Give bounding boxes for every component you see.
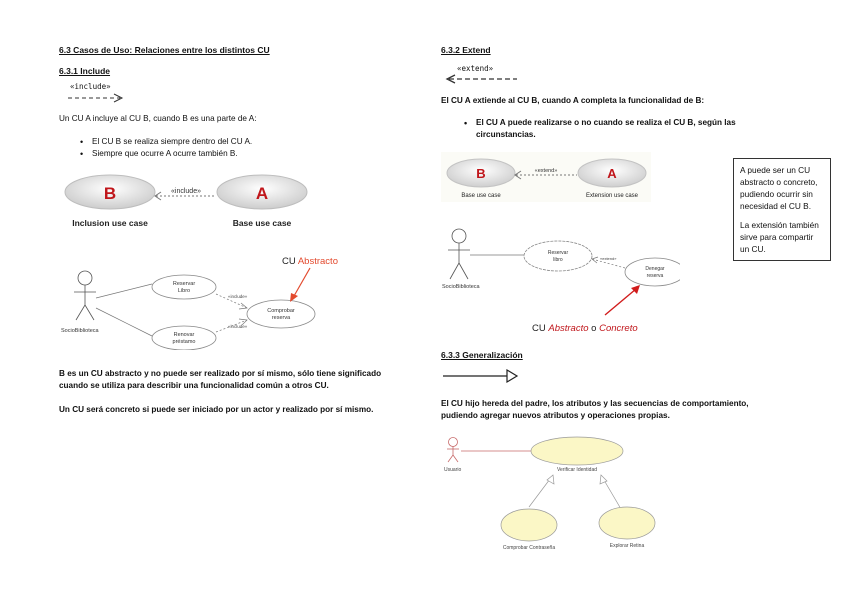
extend-example-diagram xyxy=(440,225,680,337)
generalization-text: El CU hijo hereda del padre, los atributos y las secuencias de comportamiento, pudiendo agregar nuevos atributos y operaciones propias. xyxy=(441,399,749,420)
uc-denegar-line1: Denegar xyxy=(645,266,665,272)
include-subheading: 6.3.1 Include xyxy=(59,66,111,76)
uc-reservar-line1: Reservar xyxy=(547,250,569,256)
base-caption: Base use case xyxy=(232,218,292,228)
include-example-diagram xyxy=(58,250,358,350)
gen-child1-label: Comprobar Contraseña xyxy=(502,545,556,551)
uc-reservar-line2: libro xyxy=(553,257,563,263)
include-actor-label: SocioBiblioteca xyxy=(61,328,99,334)
inclusion-caption: Inclusion use case xyxy=(72,218,148,228)
include-rel2-label: «include» xyxy=(228,324,248,329)
extend-base-caption: Base use case xyxy=(461,193,501,199)
actor-icon xyxy=(74,271,96,320)
extension-caption: Extension use case xyxy=(585,193,639,199)
include-arrow-symbol xyxy=(66,82,136,106)
note-paragraph-2: La extensión también sirve para compartir un CU. xyxy=(740,220,819,254)
abstracto-callout: CU Abstracto xyxy=(282,256,338,267)
include-relation-label: «include» xyxy=(171,188,201,195)
generalization-diagram xyxy=(441,435,681,555)
extend-a-letter: A xyxy=(607,166,617,181)
include-arrow-label: «include» xyxy=(70,82,111,91)
extend-intro: El CU A extiende al CU B, cuando A completa la funcionalidad de B: xyxy=(441,96,705,105)
uc-renovar-line2: préstamo xyxy=(172,339,196,345)
gen-child2-label: Explorar Retina xyxy=(609,543,645,549)
include-bullet-1: • El CU B se realiza siempre dentro del CU A. xyxy=(76,136,376,148)
extend-note-box xyxy=(733,158,831,261)
gen-actor-label: Usuario xyxy=(444,467,462,473)
note-paragraph-1: A puede ser un CU abstracto o concreto, pudiendo ocurrir sin necesidad el CU B. xyxy=(740,165,818,211)
generalization-arrow-icon xyxy=(441,368,521,384)
extend-relation-label: «extend» xyxy=(534,168,558,174)
include-bullets xyxy=(76,136,376,160)
extend-arrow-symbol xyxy=(445,64,525,86)
section-heading: 6.3 Casos de Uso: Relaciones entre los distintos CU xyxy=(59,45,270,55)
uc-comprobar-line2: reserva xyxy=(271,315,291,321)
dashed-arrow-icon xyxy=(66,92,128,104)
extend-ba-diagram xyxy=(441,152,651,202)
uc-renovar-line1: Renovar xyxy=(173,332,195,338)
extend-arrow-label: «extend» xyxy=(457,64,494,73)
extend-subheading: 6.3.2 Extend xyxy=(441,45,491,55)
include-a-letter: A xyxy=(255,184,269,203)
dashed-arrow-left-icon xyxy=(445,73,521,85)
extend-actor-label: SocioBiblioteca xyxy=(442,284,480,290)
include-ba-diagram xyxy=(60,172,310,236)
extend-rel-label: «extend» xyxy=(600,256,617,261)
abstract-definition: B es un CU abstracto y no puede ser realizado por sí mismo, sólo tiene significado cuando se utiliza para describir una funcionalidad común a otros CU. xyxy=(59,369,382,390)
extend-bullet: • El CU A puede realizarse o no cuando se realiza el CU B, según las circunstancias. xyxy=(460,117,760,141)
include-rel1-label: «include» xyxy=(228,294,248,299)
uc-comprobar-line1: Comprobar xyxy=(267,308,295,314)
abstracto-concreto-caption: CU Abstracto o Concreto xyxy=(532,323,638,334)
uc-reservar-line2: Libro xyxy=(177,288,191,294)
uc-reservar-line1: Reservar xyxy=(172,281,196,287)
include-bullet-2: • Siempre que ocurre A ocurre también B. xyxy=(76,148,376,160)
include-b-letter: B xyxy=(103,184,117,203)
uc-denegar-line2: reserva xyxy=(646,273,664,279)
generalization-subheading: 6.3.3 Generalización xyxy=(441,350,523,360)
gen-parent-label: Verificar Identidad xyxy=(556,467,598,473)
include-intro: Un CU A incluye al CU B, cuando B es una parte de A: xyxy=(59,114,257,123)
actor-icon xyxy=(447,438,459,463)
extend-b-letter: B xyxy=(476,166,486,181)
actor-icon xyxy=(448,229,470,279)
concrete-definition: Un CU será concreto si puede ser iniciado por un actor y realizado por sí mismo. xyxy=(59,405,374,414)
extend-bullets xyxy=(460,117,760,141)
